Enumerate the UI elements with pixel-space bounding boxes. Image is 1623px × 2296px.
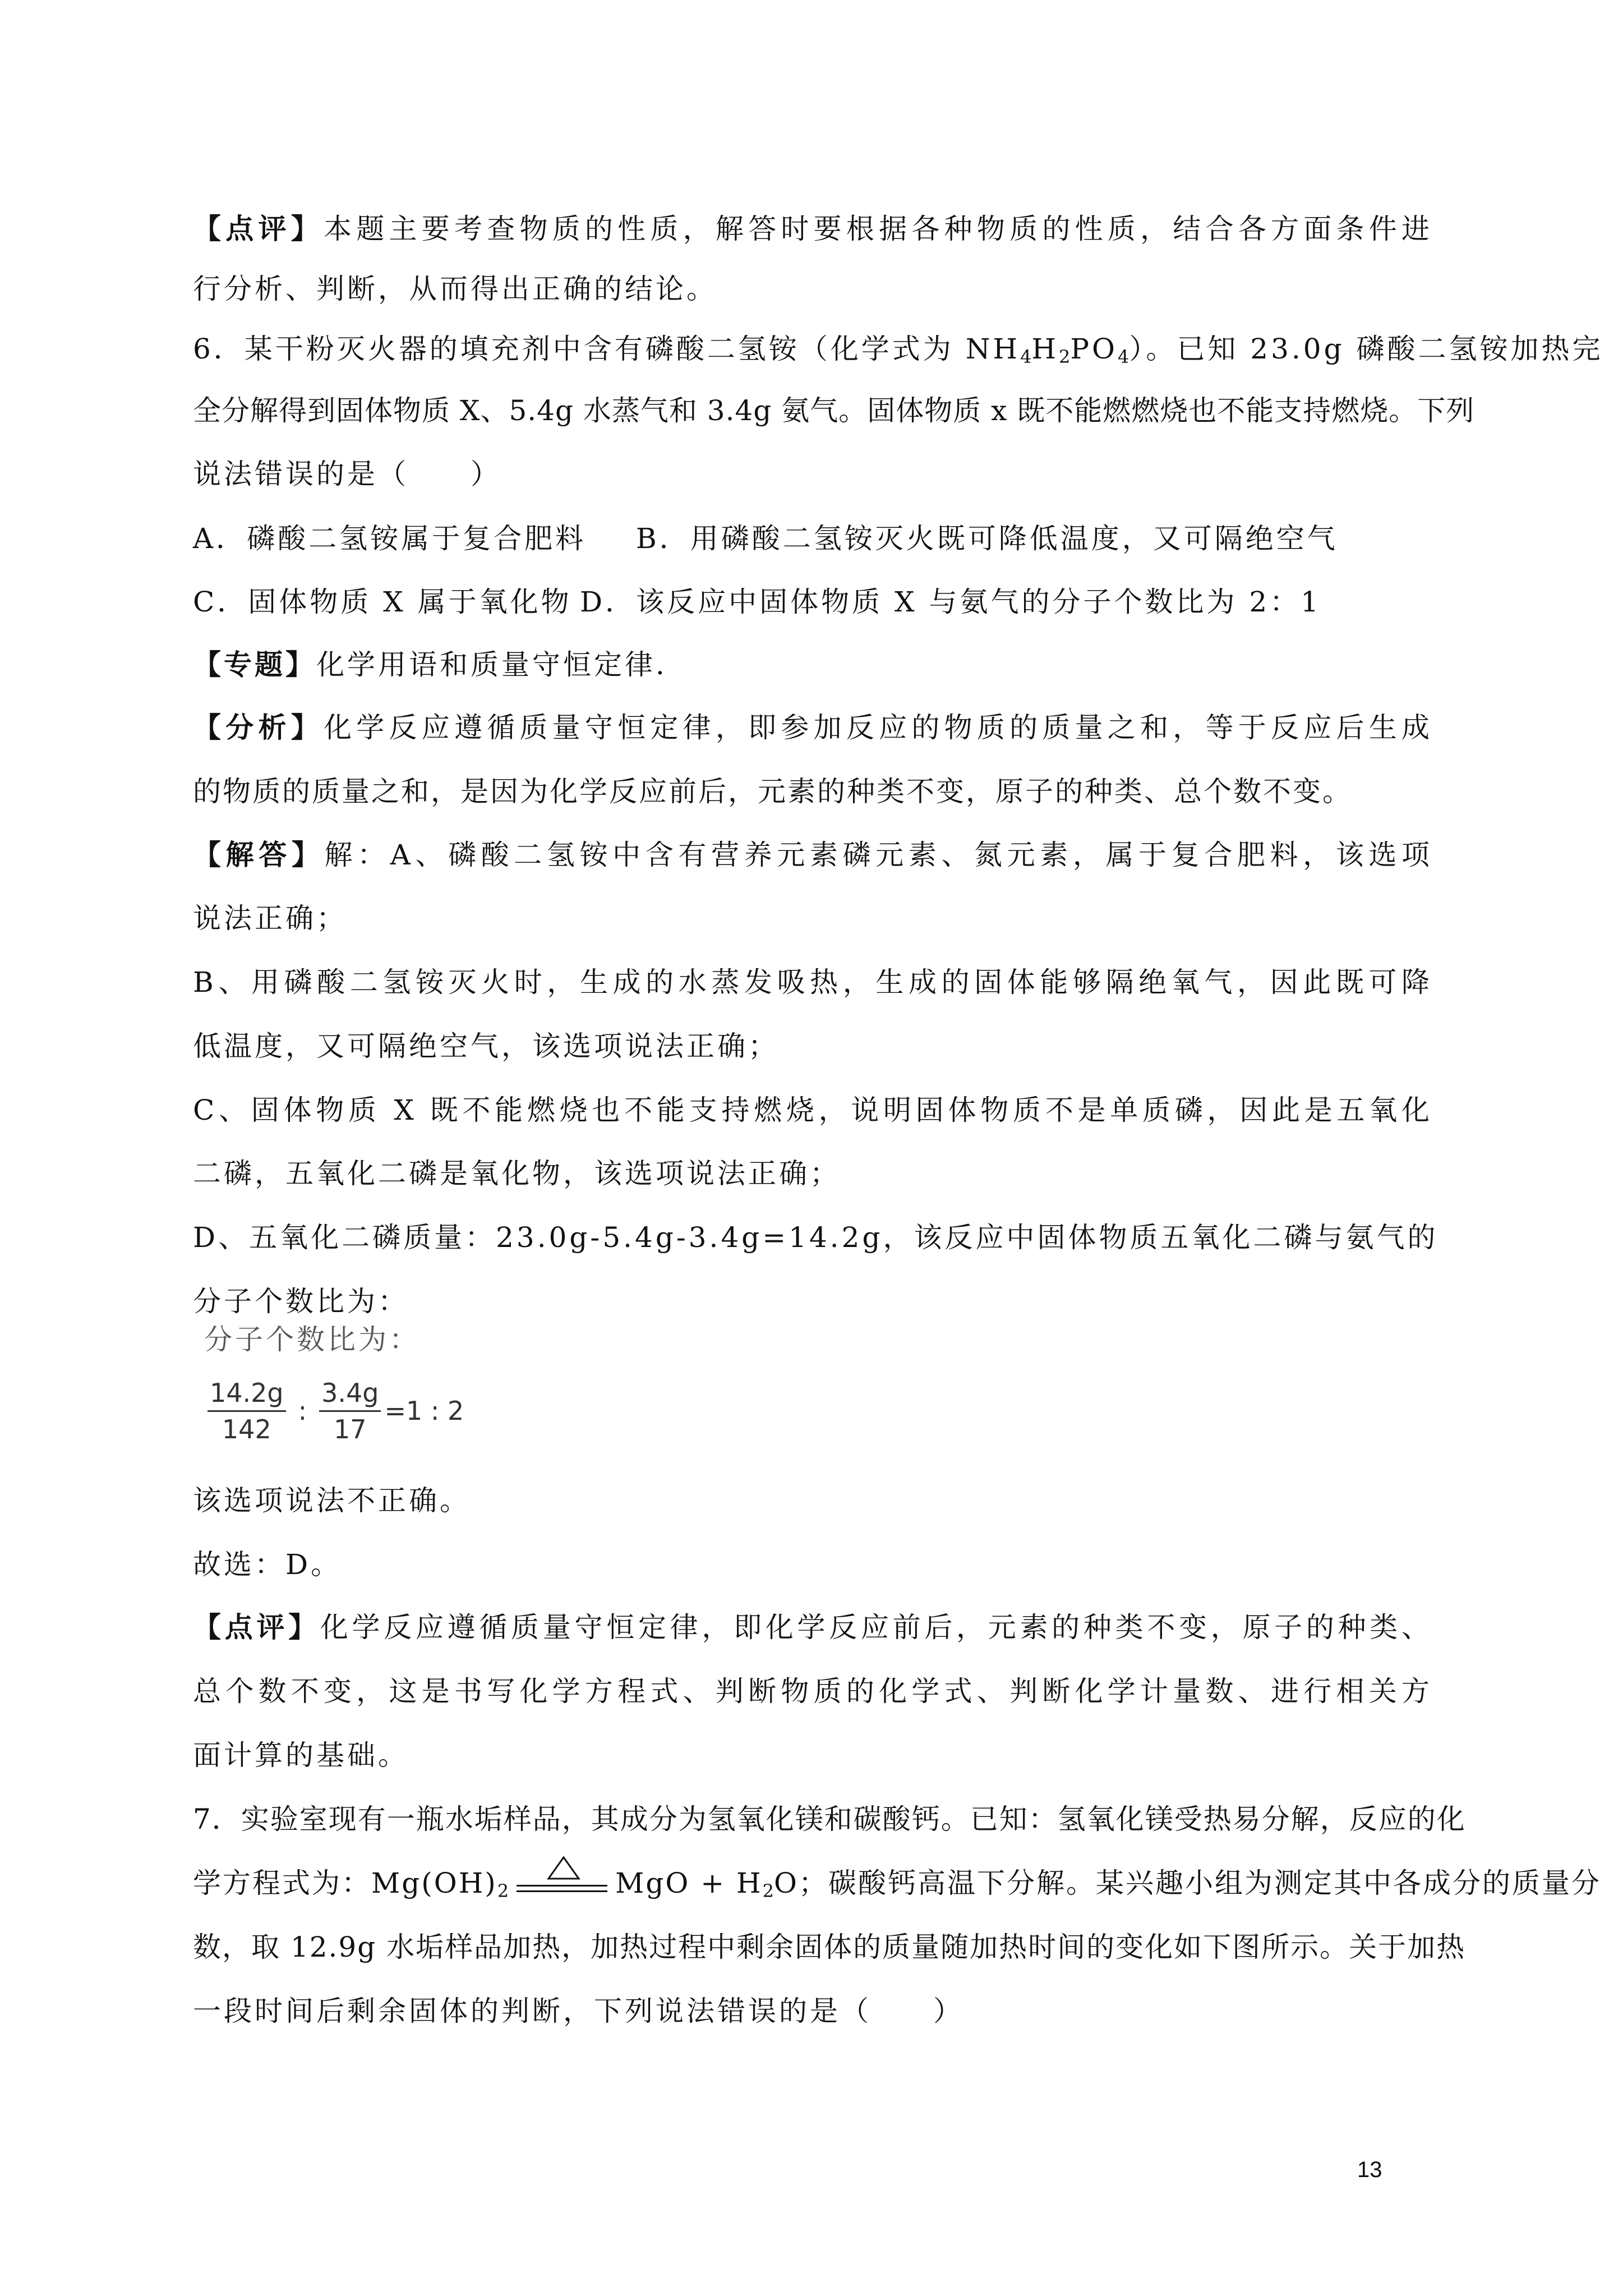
answer-line-8: 分子个数比为： (193, 1285, 409, 1318)
q6-sub-2: 2 (1059, 346, 1071, 367)
delta-heat-icon (547, 1856, 580, 1880)
analysis-tag: 【分析】 (193, 711, 324, 744)
analysis-line-2: 的物质的质量之和，是因为化学反应前后，元素的种类不变，原子的种类、总个数不变。 (193, 775, 1352, 808)
option-c: C．固体物质 X 属于氧化物 (193, 586, 572, 618)
ratio-formula (204, 1369, 464, 1453)
answer-text-1: 解：A、磷酸二氢铵中含有营养元素磷元素、氮元素，属于复合肥料，该选项 (324, 839, 1433, 871)
comment-line-2: 行分析、判断，从而得出正确的结论。 (193, 273, 717, 305)
q6-sub-3: 4 (1118, 346, 1129, 367)
fraction-1-denominator: 142 (222, 1414, 271, 1444)
comment2-tag: 【点评】 (193, 1611, 320, 1644)
option-a: A．磷酸二氢铵属于复合肥料 (193, 522, 587, 555)
question-6-options-ab (193, 519, 1432, 558)
formula-image-cropped-text (204, 1323, 473, 1356)
topic-line (193, 645, 1432, 684)
q7-sub-a: 2 (497, 1880, 509, 1902)
option-b: B．用磷酸二氢铵灭火既可降低温度，又可隔绝空气 (636, 522, 1338, 555)
comment2-text-1: 化学反应遵循质量守恒定律，即化学反应前后，元素的种类不变，原子的种类、 (320, 1611, 1432, 1644)
comment-text-1: 本题主要考查物质的性质，解答时要根据各种物质的性质，结合各方面条件进 (323, 213, 1433, 245)
topic-tag: 【专题】 (193, 648, 316, 681)
answer-line-9: 该选项说法不正确。 (193, 1484, 471, 1517)
heat-reaction-arrow (509, 1864, 615, 1903)
question-7-line-4: 一段时间后剩余固体的判断，下列说法错误的是（ ） (193, 1995, 964, 2027)
q7-eq-left: 学方程式为：Mg(OH) (193, 1867, 497, 1899)
q6-text-a: 6．某干粉灭火器的填充剂中含有磷酸二氢铵（化学式为 NH (193, 333, 1021, 365)
q6-mid-1: H (1031, 333, 1059, 365)
question-7-line-1: 7．实验室现有一瓶水垢样品，其成分为氢氧化镁和碳酸钙。已知：氢氧化镁受热易分解，反应的化 (193, 1803, 1466, 1835)
q6-sub-1: 4 (1020, 346, 1032, 367)
analysis-text-1: 化学反应遵循质量守恒定律，即参加反应的物质的质量之和，等于反应后生成 (323, 711, 1433, 744)
comment2-line-2: 总个数不变，这是书写化学方程式、判断物质的化学式、判断化学计量数、进行相关方 (193, 1675, 1432, 1708)
option-d: D．该反应中固体物质 X 与氨气的分子个数比为 2：1 (580, 586, 1321, 618)
fraction-2-denominator: 17 (334, 1414, 367, 1444)
page-number: 13 (1357, 2157, 1382, 2182)
answer-line-7: D、五氧化二磷质量：23.0g-5.4g-3.4g=14.2g，该反应中固体物质五氧化二磷与氨气的 (193, 1221, 1438, 1254)
answer-line-5: C、固体物质 X 既不能燃烧也不能支持燃烧，说明固体物质不是单质磷，因此是五氧化 (193, 1094, 1432, 1126)
question-6-options-cd (193, 582, 1432, 622)
equals-bar-top (517, 1885, 607, 1887)
fraction-2-numerator: 3.4g (319, 1378, 381, 1412)
question-6-line-3: 说法错误的是（ ） (193, 458, 501, 490)
ratio-colon: : (298, 1396, 307, 1426)
question-6-line-1 (193, 329, 1603, 376)
answer-tag: 【解答】 (193, 838, 325, 871)
q6-mid-2: PO (1070, 333, 1118, 365)
answer-line-4: 低温度，又可隔绝空气，该选项说法正确； (193, 1030, 779, 1062)
analysis-line-1 (193, 708, 1432, 747)
question-7-line-3: 数，取 12.9g 水垢样品加热，加热过程中剩余固体的质量随加热时间的变化如下图所示。关于加热 (193, 1931, 1466, 1963)
answer-line-1 (193, 835, 1432, 875)
question-7-line-2 (193, 1864, 1602, 1911)
fraction-1 (208, 1378, 286, 1444)
answer-line-3: B、用磷酸二氢铵灭火时，生成的水蒸发吸热，生成的固体能够隔绝氧气，因此既可降 (193, 966, 1432, 999)
q7-sub-b: 2 (762, 1880, 774, 1902)
comment-line-1 (193, 209, 1432, 249)
comment-tag: 【点评】 (193, 212, 324, 245)
comment2-line-1 (193, 1608, 1432, 1647)
answer-line-10: 故选：D。 (193, 1548, 342, 1581)
fraction-1-numerator: 14.2g (208, 1378, 286, 1412)
q7-eq-right: MgO + H (615, 1867, 763, 1899)
q6-text-b: ）。已知 23.0g 磷酸二氢铵加热完 (1129, 333, 1603, 365)
answer-line-6: 二磷，五氧化二磷是氧化物，该选项说法正确； (193, 1157, 841, 1190)
cropped-text: 分子个数比为： (204, 1323, 420, 1356)
fraction-2 (319, 1378, 381, 1444)
topic-text: 化学用语和质量守恒定律. (316, 648, 667, 681)
equals-bar-bottom (517, 1890, 607, 1892)
answer-line-2: 说法正确； (193, 902, 347, 935)
question-6-line-2: 全分解得到固体物质 X、5.4g 水蒸气和 3.4g 氨气。固体物质 x 既不能燃燃烧也不能支持燃烧。下列 (193, 394, 1475, 427)
q7-eq-rest: O；碳酸钙高温下分解。某兴趣小组为测定其中各成分的质量分 (774, 1867, 1602, 1899)
comment2-line-3: 面计算的基础。 (193, 1739, 409, 1772)
ratio-result: =1 : 2 (384, 1396, 464, 1426)
